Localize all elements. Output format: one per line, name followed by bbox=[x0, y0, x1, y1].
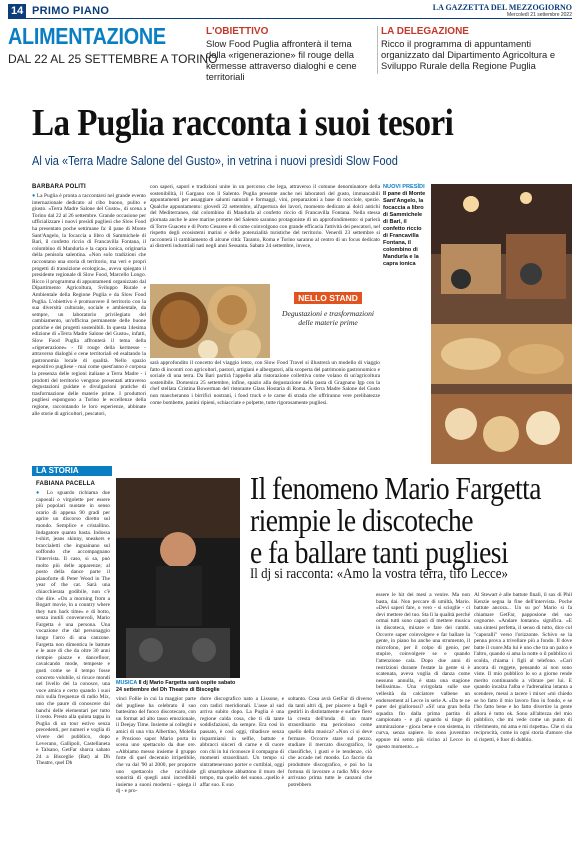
storia-label: LA STORIA bbox=[36, 466, 79, 475]
market-photo-image bbox=[431, 184, 572, 464]
storia-headline-line: e fa ballare tanti pugliesi bbox=[250, 534, 509, 570]
obiettivo-box bbox=[206, 26, 374, 82]
dj-photo bbox=[116, 478, 240, 678]
stand-title: NELLO STAND bbox=[294, 292, 362, 304]
main-headline: La Puglia racconta i suoi tesori bbox=[32, 102, 454, 144]
storia-col4: soltanto. Cosa avrà GetFar di diverso da tanti altri dj, per piacere a fagli e gestirli in distintamente e surfare fiero la cresta dell'onda di un mare straordinario ma pericoloso come quello della musica? «Non ci si deve fermare. Occorre stare sul pezzo, studiare il mercato discografico, le classifiche, i gusti e le tendenze, ciò che accade nel mondo. Lo facciо da produttore discografico, e poi ho la fortuna di lavorare a radio Mix dove arrivano prima tutte le canzoni che potrebbero bbox=[288, 696, 372, 788]
dj-photo-image bbox=[116, 478, 240, 678]
storia-col2: vinci Follie in cui la maggior parte del pugliese ha celebrato il suo battesimo del fuoco discotecaro, con un format ad alto tasso emozionale, il Deejay Time. Insieme ai colleghi e amici di una vita Albertino, Molella e Prezioso sapor Mario porta in scena uno spettacolo da due ore. «Abbiamo messo insieme il gruppo forte di quel decennio irripetibile, che va dal '90 al 2000, per proporre uno spettacolo che racchiude sonorità di quegli anni incredibili insieme a suoni moderni - spiega il dj - e pro- bbox=[116, 696, 196, 795]
bullet-icon: ● bbox=[32, 193, 36, 199]
delegazione-box bbox=[381, 26, 571, 71]
obiettivo-text: Slow Food Puglia affronterà il tema della «rigenerazione» fil rouge della kermesse attraverso dialoghi e cene territoriali bbox=[206, 38, 357, 82]
storia-byline: FABIANA PACELLA bbox=[36, 481, 95, 487]
delegazione-title: LA DELEGAZIONE bbox=[381, 26, 469, 37]
storia-col5: essere le hit dei mesi a venire. Ma non basta, dai. Non peccare di umiltà, Mario. «Devi saperi fare, o vero - si scioglie - ci devi mettere del tuo. Sta lì la qualità perché ormai tutti sono capaci di mettere musica in discoteca, mixare e fare dei cambi. Occorre saper coinvolgere e far ballare la gente, in piano ho anche una strumento, il microfono, per il colpo di genio, per stupire, coinvolgere se e quando l'attenzione cala. Dopo due anni di restrizioni durante l'estate la gente si è scatenata, aveva voglia di danza come nessuno annulla, è stata una stagione bellissima». Una svirgolata sulle sue vellesità da calciatore valbene un endorsement al Lecce in serie A. «Da te ne parer dei giallorossi? «Sì! una gran bella squadra fin dalla prima partita di campionato - e gli sguardo si tinge di ammirazione - gioca bene e con sistema, in curva, senza sapiere. Io sono juventino eppure mi sento più vicino al Lecce in questo momento...» bbox=[376, 592, 470, 750]
newspaper-masthead: LA GAZZETTA DEL MEZZOGIORNO bbox=[432, 3, 572, 12]
main-article-col1 bbox=[32, 193, 146, 465]
page-number: 14 bbox=[8, 4, 26, 18]
market-photo bbox=[431, 184, 572, 464]
section-title: PRIMO PIANO bbox=[32, 5, 110, 17]
food-photo-image bbox=[150, 284, 270, 358]
storia-col6: Al Stewart è alle battute finali, il sax di Phil Kenzie segna la fine dell'intervista. Poche battute ancora... Un su po' Mario si fa chiamare GetFar, papposione del suo cognome. «Andare lontano» significa. «E una sintesi perfetta, il senso di tutto, dice col "caporalli" verso l'orizzonte. Schivo se la penna prova a trivellare più a fondo. Il dove batte il cuore.Ma lui è uno che tra un palco e l'altro, quando si ama la notte o il pubblico si scolda, chiama i figli al telefono. «Cari ancora di reggete, pensando ai non sono viste. Il mio pubblico lo so a giorne rende merito continuando a vibrare per lui. E quando incalza l'alba e l'adrenalina intanta a scendere, messi a tacere i mixer «mi chiedo se ho fatto il mio lavoro fino in fondo, e se l'ho fatto bene e ho fatto divertire la gente allora è tutto ok. Sono all'altezza del mio pubblico, che mi vede come un punto di riferimento, mi ama e mi rispetta». Che ci sia reciprocità, come in ogni storia d'amore che si rispetti, è fuor di dubbio. bbox=[474, 592, 572, 744]
storia-headline-line: riempie le discoteche bbox=[250, 502, 473, 538]
storia-headline-line1 bbox=[250, 472, 541, 568]
food-photo bbox=[150, 284, 270, 358]
page-header bbox=[8, 4, 572, 19]
storia-col1 bbox=[36, 490, 110, 835]
main-article-col2-bottom: sarà approfondito il concetto del viaggio lento, con Slow Food Travel si illustrerà un modello di viaggio fatto di incontri con agricoltori, pastori, artigiani e albergatori, alla scoperta del patrimonio gastronomico e sociale di una terra. Da Bari partirà l'appello alla ristorazione collettiva come volano di un'agricoltura sostenibile. Domenica 25 settembre, infine, spazio alla degustazione della pasta di Gragnano Igp con la chef stellata Cristina Bowerman del ristorante Glass Hostaria di Roma. A Terra Madre Salone del Gusto non mancheranno i birrifici nostrani, i food truck e le carne di strada che offriranno vere prelibatezze come bombette, panini ripieni, schiacciate e polpette, tutte rigorosamente pugliesi. bbox=[150, 360, 380, 406]
storia-subheadline: Il dj si racconta: «Amo la vostra terra, tifo Lecce» bbox=[250, 566, 508, 582]
storia-headline-line: Il fenomeno Mario Fargetta bbox=[250, 470, 542, 506]
stand-box bbox=[276, 288, 380, 327]
bullet-icon: ● bbox=[36, 490, 43, 496]
event-dates: DAL 22 AL 25 SETTEMBRE A TORINO bbox=[8, 52, 218, 66]
obiettivo-title: L'OBIETTIVO bbox=[206, 26, 269, 37]
storia-col1-text: Lo sguardo richiama due capoeali o virgolette per essere più popolari nuotate in senso orario di appena 90 gradi per aprire un discorso diretto sul mondo. Semplice e cristallino. Indagatore quanto basta. Indossa t-shirt, jeans skinny, sneakers e braccialetti che inguainano sul soffondo che accompagnano l'intervista. Il caso, si sa, può molto più delle apparenze; al posto della dance parte il pianoforte di Peter Wood in The year of the cat. Sarà una chiacchierata godibile, non c'è che dire. «On a morning from a Bogart movie, in a country where they turn back time» e di botto, senza inutili convenevoli, Mario Fargetta è una persona. Una vocazione che dal personaggio lungo l'arco di una canzone. Fargetta non dimentica le battute e le aure di che da oltre 30 anni riempie piazze e dancefloor, cavalcando mode, tempeste e gusti come se il tempo fosse concreto volubile, si ricuce mondi nel livello dei la conosce, una voce amica e certo quando i suoi mix sulla frequenze di radio Mix, uno che paure di conoscere dai banchi delle elementari per tutto il resto. Presto alla quinta tappa in Puglia di un tour estivo senza precedenti, per numeri e voglia di vivere del pubblico, dopo Leverano, Gallipoli, Castellaneta e Talsano, GetFar sbarca sabato 24 a Bisceglie (Bat) al Dh Theatre, quel Dh bbox=[36, 490, 110, 767]
issue-date: Mercoledì 21 settembre 2022 bbox=[506, 12, 572, 18]
divider bbox=[377, 26, 378, 74]
stand-text: Degustazioni e trasformazioni delle materie prime bbox=[282, 309, 374, 327]
kicker-label: ALIMENTAZIONE bbox=[8, 23, 166, 49]
dj-caption-text: Il dj Mario Fargetta sarà ospite sabato 24 settembre del Dh Theatre di Bisceglie bbox=[116, 680, 236, 693]
main-article-col2-top: con saperi, sapori e tradizioni unite in un percorso che lega, attraverso il comune denominatore della sostenibilità, il Gargano con il Salento. Puglia presente anche nei laboratori del gusto, immancabili appuntamenti per assaggiare salumi naturali e formaggi, vini, preparazioni a base di nocciole, spezie. Qualche appuntamento: giovedì 22 settembre, all'apertura dei lavori, momento dedicato ai dolci antichi del Mediterraneo, dal colombino di Mandurla al confetto riccio di Francavilla Fontana. Nella stessa giornata anche le aree marine protette del Salento saranno protagoniste di un approfondimento: si parlerà di Torre Guaceto e di Porto Cesareo e di come coinvolgono con grande efficacia l'attività dei pescatori, nel rispetto degli ecosistemi marini e delle potenzialità turistiche del territorio. Venerdì 23 settembre si racconterà il cambiamento di alcune città: Taranto, Roma e Torino saranno al centro di un focus dedicato ai distretti industriali nati negli anni Sessanta. Sabato 24 settembre, invece, bbox=[150, 184, 380, 250]
caption-text: Il pane di Monte Sant'Angelo, la focaccia a libro di Sammichele di Bari, il confetto riccio di Francavilla Fontana, il colombino di Mandurla e la capra ionica bbox=[383, 191, 426, 267]
dj-caption-label: MUSICA bbox=[116, 680, 138, 686]
delegazione-text: Ricco il programma di appuntamenti organizzato dal Dipartimento Agricoltura e Sviluppo Rurale della Regione Puglia bbox=[381, 38, 556, 71]
nuovi-presidi-caption bbox=[383, 184, 427, 268]
storia-col3: durre discografico nato a Lissone, e con radici meridionali. L'asse al sud arriva subito dopo. La Puglia è una regione calda cosa, che ti dà tante soddisfazioni, da sempre. Era così in passato, è così oggi, ribadisce senza risparmiarsi in selfie, battute e abbracci sinceri di carne e di cuore con chi in lui riconosce il compagno di momenti straordinari. Un tempo si sintrattenevano porter e curtiblai, oggi gli smartphone abbattono il muro del tempo, ma quello del suono...quello è affar suo. E suo bbox=[200, 696, 284, 788]
main-byline: BARBARA POLITI bbox=[32, 184, 86, 190]
main-subheadline: Al via «Terra Madre Salone del Gusto», in vetrina i nuovi presìdi Slow Food bbox=[32, 153, 398, 168]
dj-caption bbox=[116, 680, 240, 693]
caption-label: NUOVI PRESÌDI bbox=[383, 184, 425, 190]
main-article-col1-text: La Puglia è pronta a raccontarsi nel grande evento internazionale dedicato al cibo buono, pulito e giusto. «Terra Madre Salone del Gusto», di scena a Torino dal 22 al 26 settembre. Grande occasione per ufficializzare i nuovi presìdi pugliesi che Slow Food ha presentato poche settimane fa: il pane di Monte Sant'Angelo, la focaccia a libro di Sammichele di Bari, il confetto riccio di Francavilla Fontana, il colombino di Mandurla e la capra ionica, originaria della penisola salentina. «Non solo tradizioni che raccontano una storia di territorio, ma veri e propri progetti di transizione ecologica», aveva spiegato il presidente regionale di Slow Food, Marcello Longo. Ricco il programma di appuntamenti organizzato dal Dipartimento Agricoltura, Sviluppo Rurale e Ambientale della Regione Puglia e da Slow Food Puglia. L'obiettivo è promuovere il territorio con la sua diversità culturale, sociale e ambientale, da sempre, un laboratorio privilegiato del cambiamento, un'officina permanente delle buone pratiche e dei progetti sostenibili. In questa 14esima edizione di «Terra Madre Salone del Gusto», infatti, Slow Food Puglia affronterà il tema della «rigenerazione» - fil rouge della kermesse - attraverso dialoghi e cene territoriali ed esaltando la gastronomia locale di qualità. Nello spazio espositivo pugliese - mai come quest'anno è corposa la presenza delle regioni italiane a Terra Madre - i prodotti del territorio vengono presentati attraverso degustazioni guidate e divulgazioni pratiche di trasformazione delle materie prime. I produttori pugliesi espongono a Torino le eccellenze della regione, raccontando le loro esperienze, abbinate alle storie di agricoltori, pescatori, bbox=[32, 193, 146, 417]
